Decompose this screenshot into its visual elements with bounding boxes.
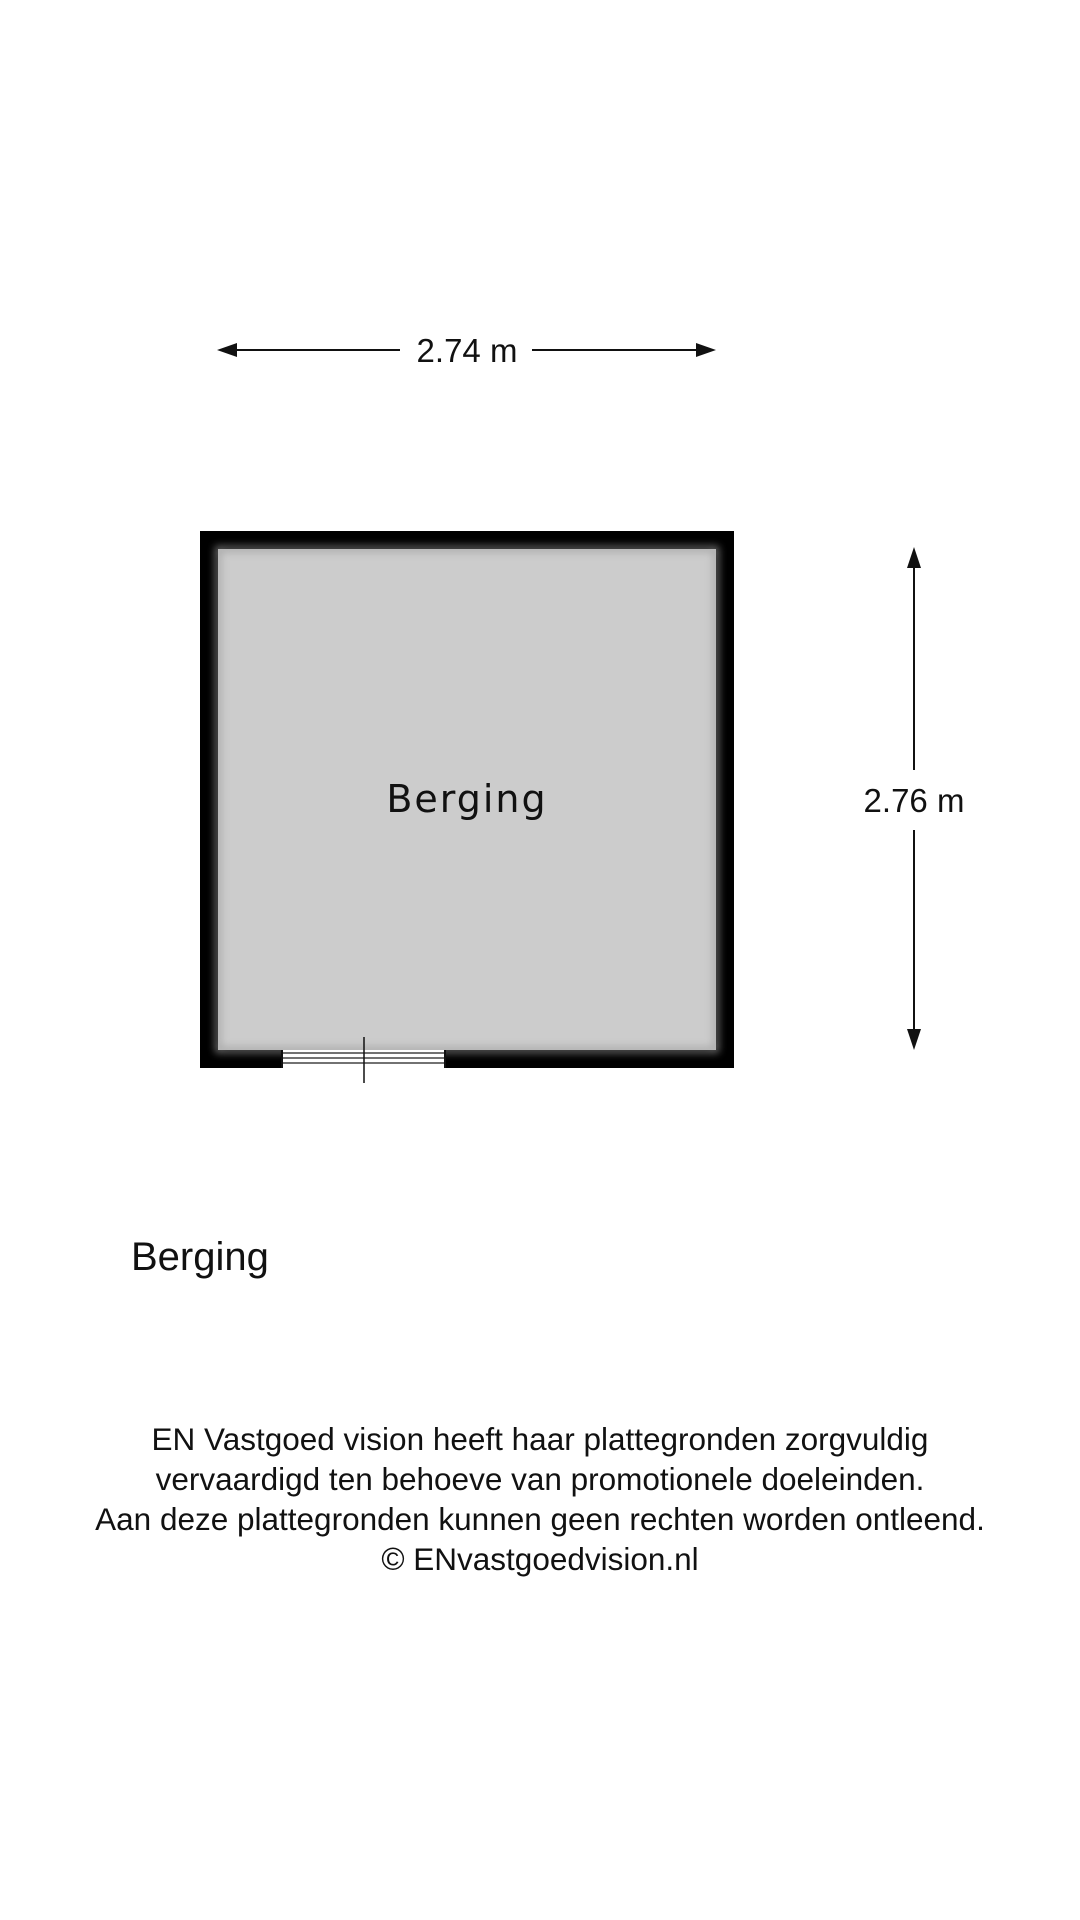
room-label: Berging [386,777,548,821]
room-berging [200,531,734,1083]
arrow-right-icon [696,343,716,357]
copyright-line: © ENvastgoedvision.nl [381,1541,699,1577]
width-dimension-label: 2.74 m [416,332,518,369]
width-dimension-line [217,332,716,369]
disclaimer-line: Aan deze plattegronden kunnen geen rechten worden ontleend. [95,1501,985,1537]
arrow-up-icon [907,547,921,568]
disclaimer [0,1419,1080,1579]
disclaimer-line: vervaardigd ten behoeve van promotionele doeleinden. [155,1461,925,1497]
arrow-left-icon [217,343,237,357]
depth-dimension-line [864,547,965,1050]
floor-title: Berging [131,1235,269,1279]
disclaimer-line: EN Vastgoed vision heeft haar plattegronden zorgvuldig [151,1421,929,1457]
depth-dimension-label: 2.76 m [863,782,965,819]
arrow-down-icon [907,1029,921,1050]
